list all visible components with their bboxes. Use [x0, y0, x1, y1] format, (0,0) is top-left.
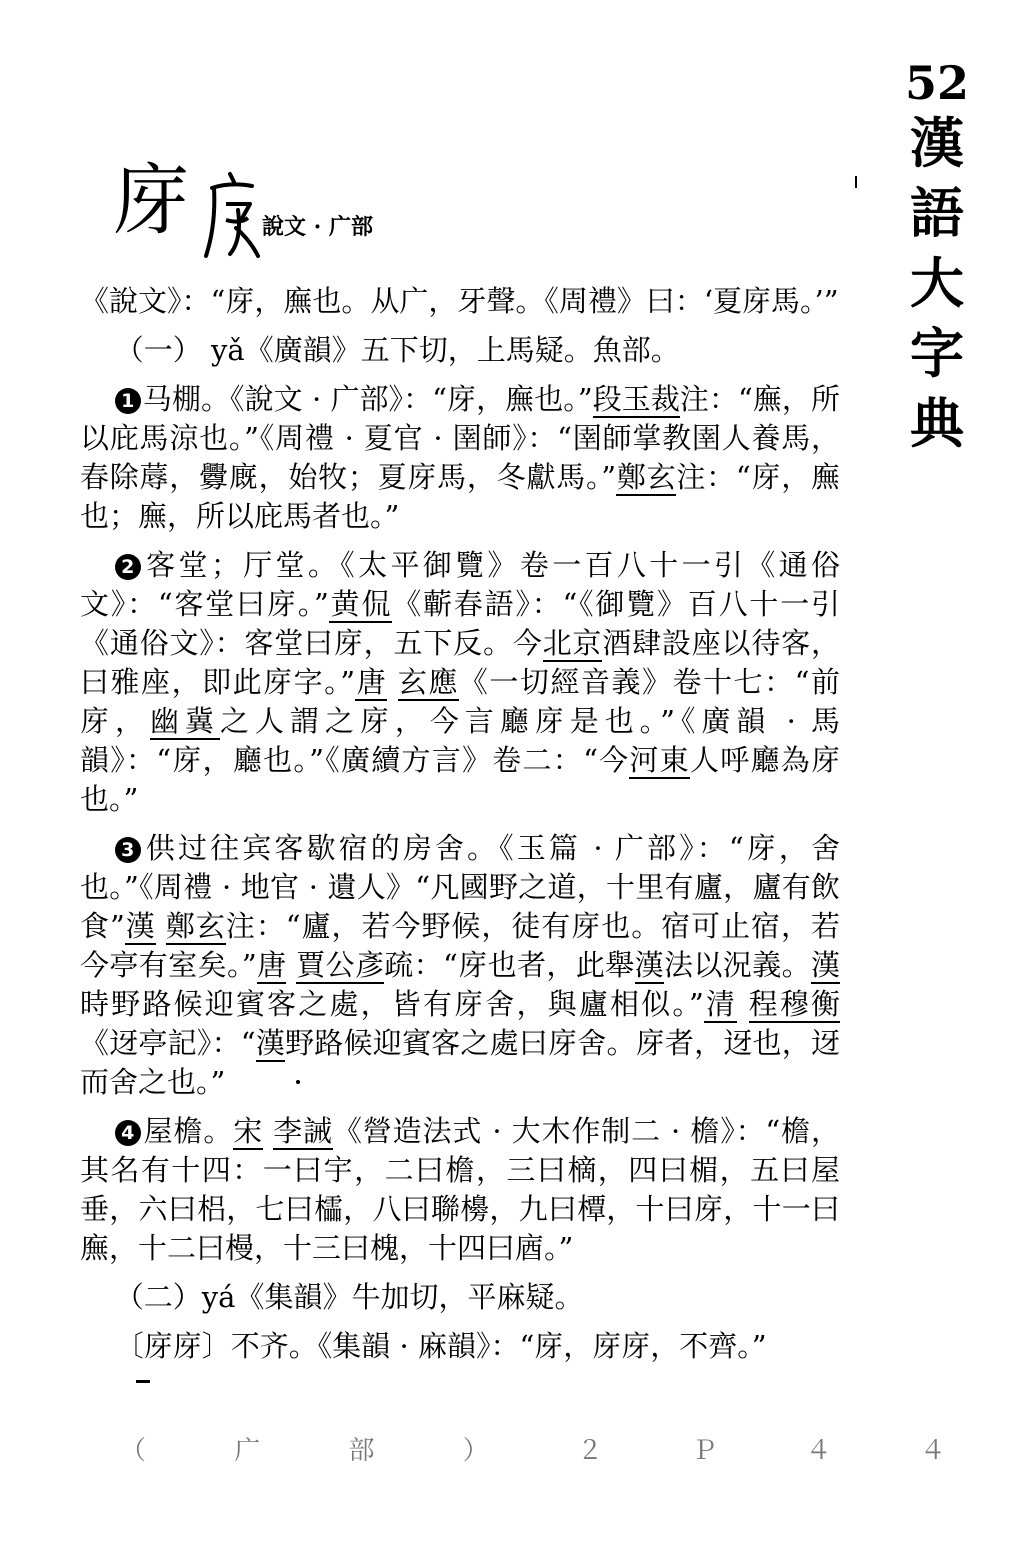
- text-run: [387, 665, 398, 699]
- proper-name: 鄭玄: [165, 909, 226, 943]
- text-run: [286, 948, 296, 982]
- seal-script-glyph: [200, 170, 260, 260]
- sense-number-badge: 1: [115, 388, 141, 414]
- title-char: 字: [910, 321, 964, 385]
- text-run: [263, 1114, 273, 1148]
- proper-name: 程穆衡: [748, 987, 840, 1021]
- text-run: 供过往宾客歇宿的房舍。《玉篇 · 广部》：“庌，舍也。”《周禮 · 地官 · 遺人》“凡國野之道，十里有廬，廬有飲食”: [80, 831, 840, 943]
- entry-body: [80, 282, 840, 1376]
- text-run: 《蘄春語》：“《御覽》百八十一引《通俗文》：客堂曰庌，五下反。今: [80, 587, 840, 660]
- sense-number-badge: 2: [115, 554, 141, 580]
- paragraph-sense-4: [80, 1112, 840, 1268]
- text-run: 马棚。《說文 · 广部》：“庌，廡也。”: [142, 382, 593, 416]
- text-run: 法以況義。: [664, 948, 811, 982]
- text-run: 注：“廬，若今野候，徒有庌也。宿可止宿，若今亭有室矣。”: [80, 909, 840, 982]
- speck: [136, 1380, 150, 1383]
- page-footer-stamp: （ 广 部 ） ２ Ｐ ４ ４: [120, 1436, 986, 1466]
- page-number: 52: [904, 56, 969, 110]
- proper-name: 唐: [256, 948, 287, 982]
- proper-name: 北京: [542, 626, 603, 660]
- paragraph-sense-1: [80, 380, 840, 536]
- proper-name: 鄭玄: [616, 460, 677, 494]
- paragraph-reading-1: [80, 331, 840, 370]
- title-char: 語: [910, 181, 964, 245]
- text-run: 客堂；厅堂。《太平御覽》卷一百八十一引《通俗文》：“客堂曰庌。”: [80, 548, 840, 621]
- paragraph-sense-2: [80, 546, 840, 819]
- paragraph-compound: [80, 1327, 840, 1366]
- proper-name: 漢: [124, 909, 156, 943]
- proper-name: 段玉裁: [592, 382, 680, 416]
- proper-name: 漢: [255, 1026, 286, 1060]
- text-run: 《一切經音義》卷十七：“前庌，: [80, 665, 840, 738]
- text-run: 時野路候迎賓客之處，皆有庌舍，與廬相似。”: [80, 987, 704, 1021]
- text-run: 〔庌庌〕不齐。《集韻 · 麻韻》：“庌，庌庌，不齊。”: [114, 1329, 767, 1363]
- text-run: 人呼廳為庌也。”: [80, 743, 840, 816]
- title-char: 漢: [910, 111, 964, 175]
- proper-name: 玄應: [397, 665, 459, 699]
- text-run: [737, 987, 748, 1021]
- seal-source-label: 說文 · 广部: [262, 214, 373, 240]
- text-run: 《說文》：“庌，廡也。从广，牙聲。《周禮》曰：‘夏庌馬。’”: [80, 284, 839, 318]
- paragraph-shuowen: [80, 282, 840, 321]
- proper-name: 賈公彥: [296, 948, 385, 982]
- proper-name: 漢: [810, 948, 840, 982]
- text-run: 野路候迎賓客之處曰庌舍。庌者，迓也，迓而舍之也。”: [80, 1026, 840, 1099]
- text-run: 注：“廡，所以庇馬涼也。”《周禮 · 夏官 · 圉師》：“圉師掌教圉人養馬，春除蓐，釁廐，始牧；夏庌馬，冬獻馬。”: [80, 382, 840, 494]
- proper-name: 河東: [629, 743, 690, 777]
- proper-name: 李誡: [273, 1114, 333, 1148]
- text-run: [156, 909, 166, 943]
- speck: [296, 1080, 300, 1084]
- sense-number-badge: 4: [115, 1120, 141, 1146]
- proper-name: 唐: [355, 665, 388, 699]
- text-run: 酒肆設座以待客，曰雅座，即此庌字。”: [80, 626, 840, 699]
- paragraph-sense-3: [80, 829, 840, 1102]
- text-run: 疏：“庌也者，此舉: [384, 948, 635, 982]
- proper-name: 漢: [634, 948, 665, 982]
- margin-mark: [855, 176, 857, 188]
- dictionary-spine-title: [902, 58, 972, 458]
- text-run: 之人謂之庌，今言廳庌是也。”《廣韻 · 馬韻》：“庌，廳也。”《廣續方言》卷二：“今: [80, 704, 840, 777]
- title-char: 典: [910, 391, 964, 455]
- proper-name: 清: [703, 987, 738, 1021]
- text-run: 屋檐。: [142, 1114, 234, 1148]
- sense-number-badge: 3: [115, 837, 141, 863]
- text-run: （二）yá《集韻》牛加切，平麻疑。: [114, 1280, 584, 1314]
- text-run: 《營造法式 · 大木作制二 · 檐》：“檐，其名有十四：一曰宇，二曰檐，三曰樀，四曰楣，五曰屋垂，六曰梠，七曰櫺，八曰聯櫋，九曰橝，十曰庌，十一曰廡，十二曰槾，十三曰槐，十四曰庮。”: [80, 1114, 840, 1265]
- text-run: 注：“庌，廡也；廡，所以庇馬者也。”: [80, 460, 840, 533]
- text-run: （一） yǎ《廣韻》五下切，上馬疑。魚部。: [114, 333, 680, 367]
- head-character: 庌: [112, 156, 191, 246]
- proper-name: 黄侃: [328, 587, 393, 621]
- paragraph-reading-2: [80, 1278, 840, 1317]
- text-run: 《迓亭記》：“: [80, 1026, 256, 1060]
- proper-name: 宋: [233, 1114, 264, 1148]
- proper-name: 幽冀: [149, 704, 220, 738]
- title-char: 大: [910, 251, 964, 315]
